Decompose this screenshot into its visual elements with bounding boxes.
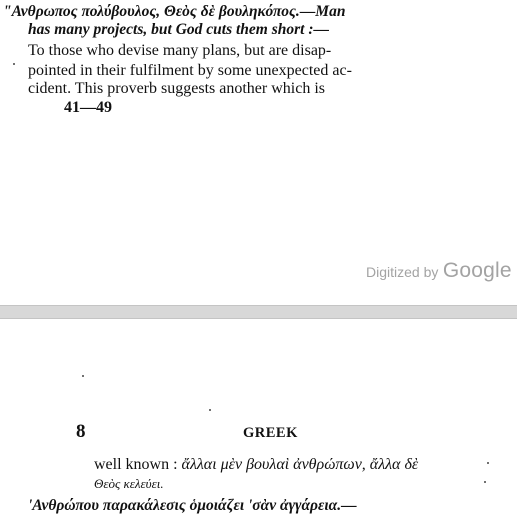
scan-speck (487, 462, 489, 464)
scan-speck (13, 63, 15, 65)
scan-speck (484, 481, 486, 483)
em-dash: — (299, 3, 316, 20)
greek-proverb: "Ανθρωπος πολύβουλος, Θεὸς δὲ βουληκόπος. (3, 3, 300, 20)
text-line-2: Θεὸς κελεύει. (94, 476, 164, 491)
page-separator (0, 305, 517, 319)
watermark-prefix: Digitized by (366, 264, 439, 280)
reference-numbers: 41—49 (64, 99, 112, 116)
google-logo-text: Google (442, 259, 512, 282)
text-line-1 (94, 456, 418, 474)
lower-scanned-page (0, 319, 517, 514)
running-head: GREEK (243, 425, 298, 441)
greek-quote: ἄλλαι μὲν βουλαὶ ἀνθρώπων, ἄλλα δὲ (181, 456, 419, 473)
scan-speck (209, 409, 211, 411)
google-digitized-watermark (366, 259, 512, 283)
page-number: 8 (76, 421, 86, 442)
explanation-line-3: cident. This proverb suggests another which is (28, 80, 325, 97)
proverb-line-2: has many projects, but God cuts them short :— (28, 21, 329, 38)
proverb-line-1 (3, 3, 345, 21)
greek-proverb-line: 'Ανθρώπου παρακάλεσις ὁμοιάζει 'σὰν ἀγγάρεια.— (28, 497, 357, 514)
explanation-line-2: pointed in their fulfilment by some unexpected ac- (28, 62, 352, 79)
line-prefix: well known : (94, 456, 178, 473)
scan-speck (82, 375, 84, 377)
proverb-translation-start: Man (315, 3, 346, 20)
explanation-line-1: To those who devise many plans, but are disap- (28, 42, 332, 59)
